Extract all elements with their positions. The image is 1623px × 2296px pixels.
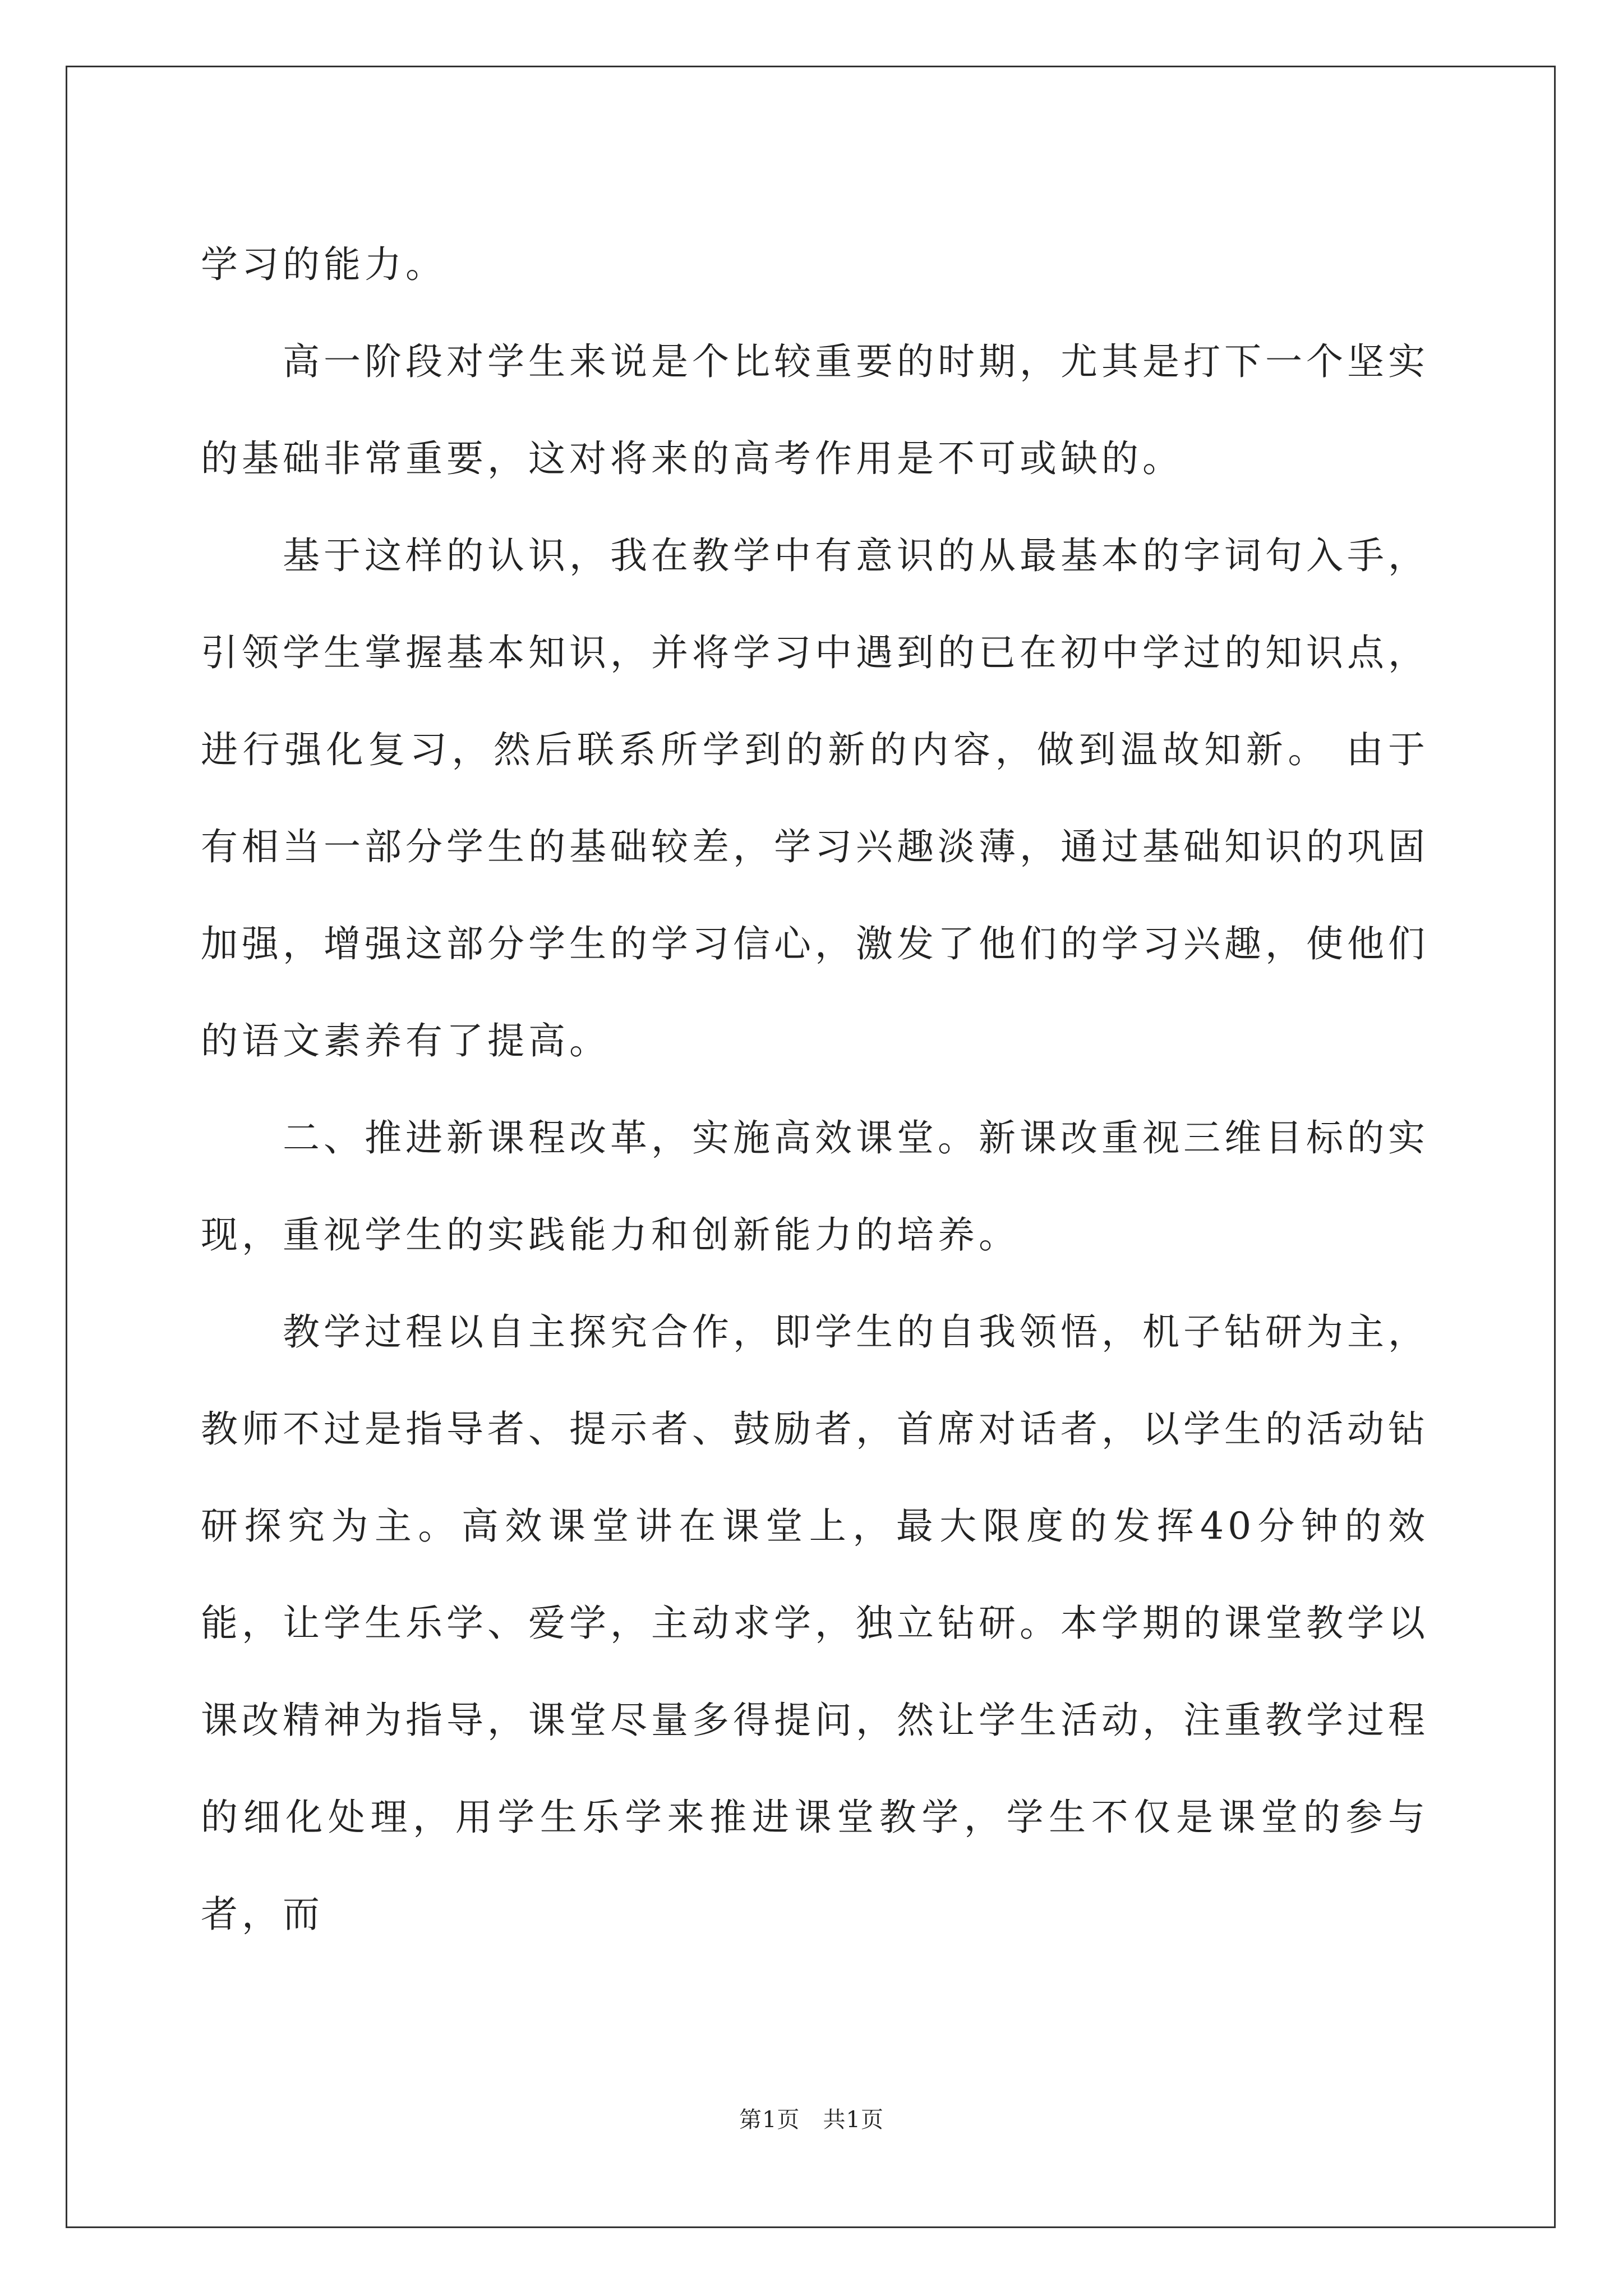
paragraph: 基于这样的认识，我在教学中有意识的从最基本的字词句入手，引领学生掌握基本知识，并将学习中遇到的已在初中学过的知识点，进行强化复习，然后联系所学到的新的内容，做到温故知新。 由于有相当一部分学生的基础较差，学习兴趣淡薄，通过基础知识的巩固加强，增强这部分学生的学习信心，激发了他们的学习兴趣，使他们的语文素养有了提高。 (201, 534, 1429, 1062)
paragraph: 二、推进新课程改革，实施高效课堂。新课改重视三维目标的实现，重视学生的实践能力和创新能力的培养。 (201, 1116, 1429, 1257)
page-number-footer: 第1页 共1页 (739, 2107, 884, 2133)
paragraph: 高一阶段对学生来说是个比较重要的时期，尤其是打下一个坚实的基础非常重要，这对将来的高考作用是不可或缺的。 (201, 340, 1429, 480)
paragraph-continuation: 学习的能力。 (201, 243, 446, 286)
document-body (201, 216, 1429, 1963)
paragraph: 教学过程以自主探究合作，即学生的自我领悟，机子钻研为主，教师不过是指导者、提示者、鼓励者，首席对话者，以学生的活动钻研探究为主。高效课堂讲在课堂上，最大限度的发挥40分钟的效能，让学生乐学、爱学，主动求学，独立钻研。本学期的课堂教学以课改精神为指导，课堂尽量多得提问，然让学生活动，注重教学过程的细化处理，用学生乐学来推进课堂教学，学生不仅是课堂的参与者，而 (201, 1310, 1429, 1936)
